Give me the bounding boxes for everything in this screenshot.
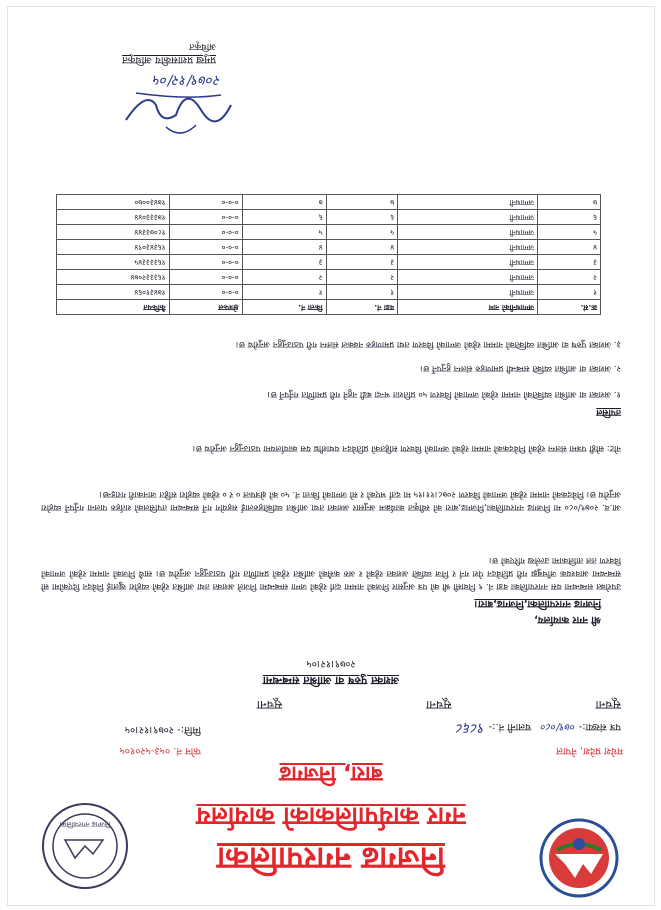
table-header: कैफियत (57, 300, 170, 315)
table-cell: ३ (538, 255, 601, 270)
table-cell: ५ (326, 225, 397, 240)
body-paragraph-2: आ.व. २०७९/०८० मा निजगढ नगरपालिका,निजगढ,बारा को स्वीकृत कार्यक्रम अनुसार अशक्त तथा आश्रित व्यक्तिहरुलाई सहयोग गर्ने सम्बन्धमा तपसिलको शर्तहरु पालना गर्नुपर्ने व्यहोरा अनुरोध छ। निवेदकको नाममा रहेको जग्गाको विवरण २०७८।११।१५ मा दर्ता भएको र सो जग्गाको कित्ता नं. ५० को क्षेत्रफल ० र ० रहेको व्यहोरा सहित जानकारी गराइन्छ। (41, 489, 621, 512)
table-cell: ७ (326, 195, 397, 210)
table-cell: ५ (242, 225, 326, 240)
table-cell: ६ (242, 210, 326, 225)
seal-text: निजगढ नगरपालिका (59, 820, 111, 828)
table-cell: ५ (538, 225, 601, 240)
table-cell: १६३४३०९४ (57, 240, 170, 255)
reference-line (456, 719, 621, 738)
table-cell: ३ (242, 255, 326, 270)
table-header: क्र.सं. (538, 300, 601, 315)
table-cell: ६ (538, 210, 601, 225)
table-cell: ०-०-० (169, 255, 242, 270)
body-paragraph-1: उपरोक्त सम्बन्धमा यस नगरपालिका वडा नं. ९ निवासी श्री को पत्र अनुसार निजको नाममा दर्ता रहेको जग्गा सम्बन्धमा निजले अशक्त तथा आश्रित रहेको व्यहोरा खुलाई निवेदन दिएकोमा सो सम्बन्धमा आवश्यक जाँचबुझ गरी प्रतिवेदन पेश गर्न र निज व्यक्ति अशक्त रहेको र अरु कसैको आश्रित रहेको प्रमाणित गरी पठाउनुहुन अनुरोध छ। साथै निजको नाममा रहेको जग्गाको विवरण तल तालिकामा उल्लेख गरिएको छ। (41, 555, 621, 591)
patra-sankhya-label: पत्र संख्या:- (578, 721, 621, 732)
table-cell: ०-०-० (169, 285, 242, 300)
table-cell: १८०७३३४४ (57, 225, 170, 240)
table-row (57, 225, 601, 240)
officer-subtitle: अधिकृत (189, 41, 216, 51)
table-cell: ७ (242, 195, 326, 210)
conditions-title: तपसिल (596, 407, 621, 417)
table-cell: जग्गाधनी (398, 255, 538, 270)
table-cell: ०-०-० (169, 195, 242, 210)
table-cell: ४ (538, 240, 601, 255)
table-cell: १७४३१०६४ (57, 285, 170, 300)
table-row (57, 210, 601, 225)
addressee-line-2: निजगढ नगरपालिका,निजगढ,बारा। (474, 598, 601, 609)
patra-sankhya-value: ०७९/०८० (540, 721, 576, 732)
table-cell: ३ (326, 255, 397, 270)
date-value: २०७९।१२।०५ (124, 724, 174, 735)
dispatch-label-3: सूचना (256, 698, 283, 712)
table-cell: १६३३३३४५ (57, 255, 170, 270)
table-cell: १ (242, 285, 326, 300)
table-cell: १६३३३२०७४ (57, 270, 170, 285)
condition-3: ३. अशक्त पुरुष वा आश्रित व्यक्तिको नाममा रहेको जग्गाको विवरण तथा प्रमाणहरु नक्कल संलग्न गरी पठाउनुहुन अनुरोध छ। (235, 339, 621, 349)
address-right: फोन नं. ०५३-५२०१०५ (119, 745, 201, 756)
table-cell: १ (326, 285, 397, 300)
table-cell: ०-०-० (169, 210, 242, 225)
table-cell: १७४३००७० (57, 195, 170, 210)
table-header: जग्गाधनीको नाम (398, 300, 538, 315)
table-row (57, 285, 601, 300)
dispatch-label-1: सूचना (595, 698, 621, 712)
chalani-label: चलानी नं.:- (488, 721, 532, 732)
dispatch-row (257, 697, 621, 714)
table-cell: ०-०-० (169, 270, 242, 285)
table-cell: १७३३३०४४ (57, 210, 170, 225)
table-row (57, 270, 601, 285)
table-cell: जग्गाधनी (398, 240, 538, 255)
table-row (57, 195, 601, 210)
table-cell: १ (538, 285, 601, 300)
table-cell: ०-०-० (169, 240, 242, 255)
date-line (125, 724, 201, 738)
address-left: मधेश प्रदेश, नेपाल (556, 745, 623, 756)
table-cell: ०-०-० (169, 225, 242, 240)
table-row (57, 240, 601, 255)
date-label: मिति:- (177, 724, 201, 735)
table-cell: जग्गाधनी (398, 210, 538, 225)
signature-date: २०७९/१२/०५ (153, 72, 221, 88)
table-cell: जग्गाधनी (398, 195, 538, 210)
table-cell: जग्गाधनी (398, 270, 538, 285)
subject-title: अशक्त पुरुष वा आश्रित सम्बन्धमा (262, 674, 400, 687)
chalani-value: ९८६८ (456, 720, 486, 736)
table-row (57, 255, 601, 270)
addressee-line-1: श्री नगर कार्यालय, (534, 614, 601, 625)
table-header: क्षेत्रफल (169, 300, 242, 315)
dispatch-label-2: सूचना (426, 698, 452, 712)
table-cell: २ (242, 270, 326, 285)
table-cell: ४ (326, 240, 397, 255)
table-cell: ७ (538, 195, 601, 210)
municipality-title: निजगढ नगरपालिका (217, 840, 445, 876)
table-cell: ४ (242, 240, 326, 255)
table-header-row (57, 300, 601, 315)
table-header: कित्ता नं. (242, 300, 326, 315)
table-cell: जग्गाधनी (398, 285, 538, 300)
table-cell: ६ (326, 210, 397, 225)
condition-2: २. अशक्त वा आश्रित व्यक्ति सम्बन्धी प्रमाणहरु संलग्न हुनुपर्ने छ। (419, 363, 621, 373)
body-paragraph-3: नोट: सोही पत्रमा संलग्न रहेको निवेदकको नाममा रहेको जग्गाको विवरण सहितको प्रतिवेदन यथाशीघ्र यस कार्यालयमा पठाउनुहुन अनुरोध छ। (192, 443, 621, 453)
office-seal-icon (39, 800, 131, 892)
location-title: बारा, निजगढ (279, 762, 383, 786)
land-table (56, 194, 601, 315)
table-header: वडा नं. (326, 300, 397, 315)
subject-date: २०७९।१२।०५ (306, 658, 356, 669)
officer-title: प्रमुख प्रशासकीय अधिकृत (122, 54, 216, 65)
office-title: नगर कार्यपालिकाको कार्यालय (196, 802, 466, 831)
table-cell: २ (326, 270, 397, 285)
table-cell: जग्गाधनी (398, 225, 538, 240)
table-cell: २ (538, 270, 601, 285)
condition-1: १. अशक्त वा आश्रित व्यक्तिको नाममा रहेको जग्गाको विवरण ५० प्रतिशत भन्दा बढी नहुने गरी प्रमाणित गर्नुपर्ने छ। (267, 389, 621, 399)
government-emblem-icon (537, 816, 621, 900)
